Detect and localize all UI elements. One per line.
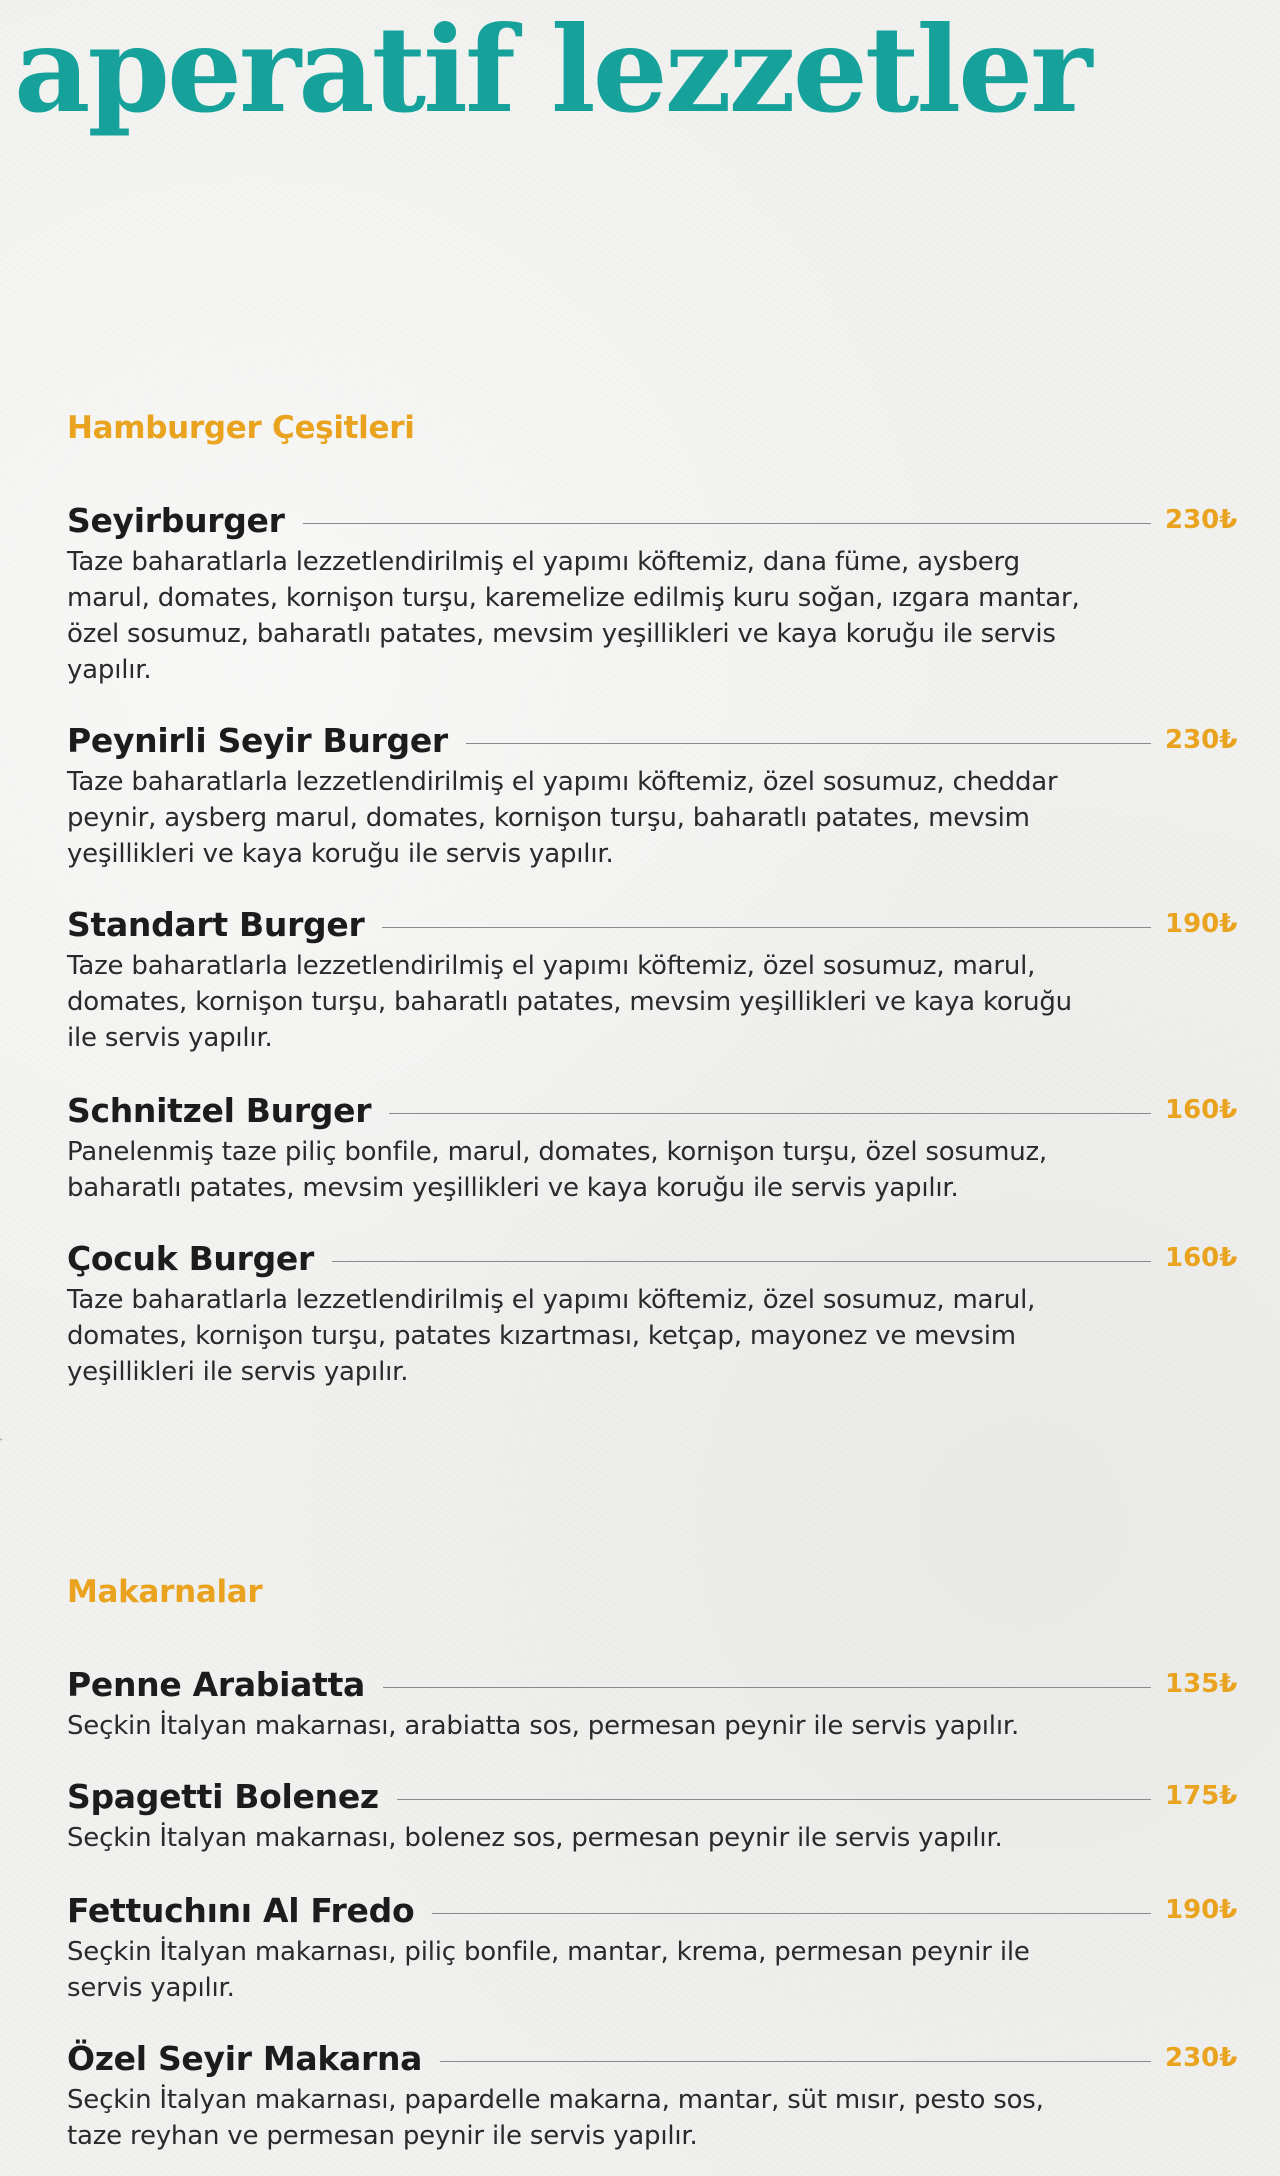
menu-item [67,2036,1237,2154]
dotted-leader-line [332,1261,1151,1262]
item-name: Seyirburger [67,500,285,540]
item-price: 230₺ [1165,2043,1238,2073]
item-price: 175₺ [1165,1781,1238,1811]
item-name: Özel Seyir Makarna [67,2038,423,2078]
section-title: Makarnalar [67,1574,263,1610]
dotted-leader-line [432,1913,1151,1914]
dotted-leader-line [383,1687,1151,1688]
dotted-leader-line [303,523,1151,524]
section-makarnalar [67,1574,1238,2151]
dotted-leader-line [389,1113,1151,1114]
item-name: Schnitzel Burger [67,1090,372,1130]
menu-item [67,1888,1237,2006]
item-price: 135₺ [1165,1669,1238,1699]
section-hamburger [67,410,1238,1387]
dotted-leader-line [466,743,1151,744]
dotted-leader-line [440,2061,1151,2062]
item-price: 190₺ [1165,909,1238,939]
item-price: 230₺ [1165,505,1238,535]
item-description: Seçkin İtalyan makarnası, arabiatta sos, permesan peynir ile servis yapılır. [67,1711,1020,1741]
item-name: Fettuchını Al Fredo [67,1890,415,1930]
item-description: Taze baharatlarla lezzetlendirilmiş el yapımı köftemiz, özel sosumuz, marul, domates, kornişon turşu, patates kızartması, ketçap, mayonez ve mevsim yeşillikleri ile servis yapılır. [67,1285,1036,1387]
item-name: Peynirli Seyir Burger [67,720,448,760]
dotted-leader-line [382,927,1151,928]
sketch-illustration [0,1290,40,1550]
menu-item [67,1662,1237,1744]
menu-item [67,718,1237,872]
item-name: Spagetti Bolenez [67,1776,379,1816]
page-title: aperatif lezzetler [14,0,1090,139]
item-name: Çocuk Burger [67,1238,314,1278]
menu-item [67,902,1237,1056]
item-price: 190₺ [1165,1895,1238,1925]
item-name: Standart Burger [67,904,365,944]
item-price: 160₺ [1165,1243,1238,1273]
item-description: Taze baharatlarla lezzetlendirilmiş el yapımı köftemiz, özel sosumuz, cheddar peynir, aysberg marul, domates, kornişon turşu, baharatlı patates, mevsim yeşillikleri ve kaya koruğu ile servis yapılır. [67,767,1058,869]
section-title: Hamburger Çeşitleri [67,410,415,446]
item-price: 160₺ [1165,1095,1238,1125]
menu-item [67,1236,1237,1390]
item-name: Penne Arabiatta [67,1664,366,1704]
menu-item [67,1774,1237,1856]
item-description: Taze baharatlarla lezzetlendirilmiş el yapımı köftemiz, özel sosumuz, marul, domates, kornişon turşu, baharatlı patates, mevsim yeşillikleri ve kaya koruğu ile servis yapılır. [67,951,1072,1053]
item-description: Taze baharatlarla lezzetlendirilmiş el yapımı köftemiz, dana füme, aysberg marul, domates, kornişon turşu, karemelize edilmiş kuru soğan, ızgara mantar, özel sosumuz, baharatlı patates, mevsim yeşillikleri ve kaya koruğu ile servis yapılır. [67,547,1080,685]
dotted-leader-line [397,1799,1151,1800]
menu-item [67,498,1237,688]
item-description: Panelenmiş taze piliç bonfile, marul, domates, kornişon turşu, özel sosumuz, baharatlı patates, mevsim yeşillikleri ve kaya koruğu ile servis yapılır. [67,1137,1047,1203]
item-description: Seçkin İtalyan makarnası, papardelle makarna, mantar, süt mısır, pesto sos, taze reyhan ve permesan peynir ile servis yapılır. [67,2085,1044,2151]
item-price: 230₺ [1165,725,1238,755]
menu-item [67,1088,1237,1206]
item-description: Seçkin İtalyan makarnası, bolenez sos, permesan peynir ile servis yapılır. [67,1823,1003,1853]
item-description: Seçkin İtalyan makarnası, piliç bonfile, mantar, krema, permesan peynir ile servis yapılır. [67,1937,1030,2003]
